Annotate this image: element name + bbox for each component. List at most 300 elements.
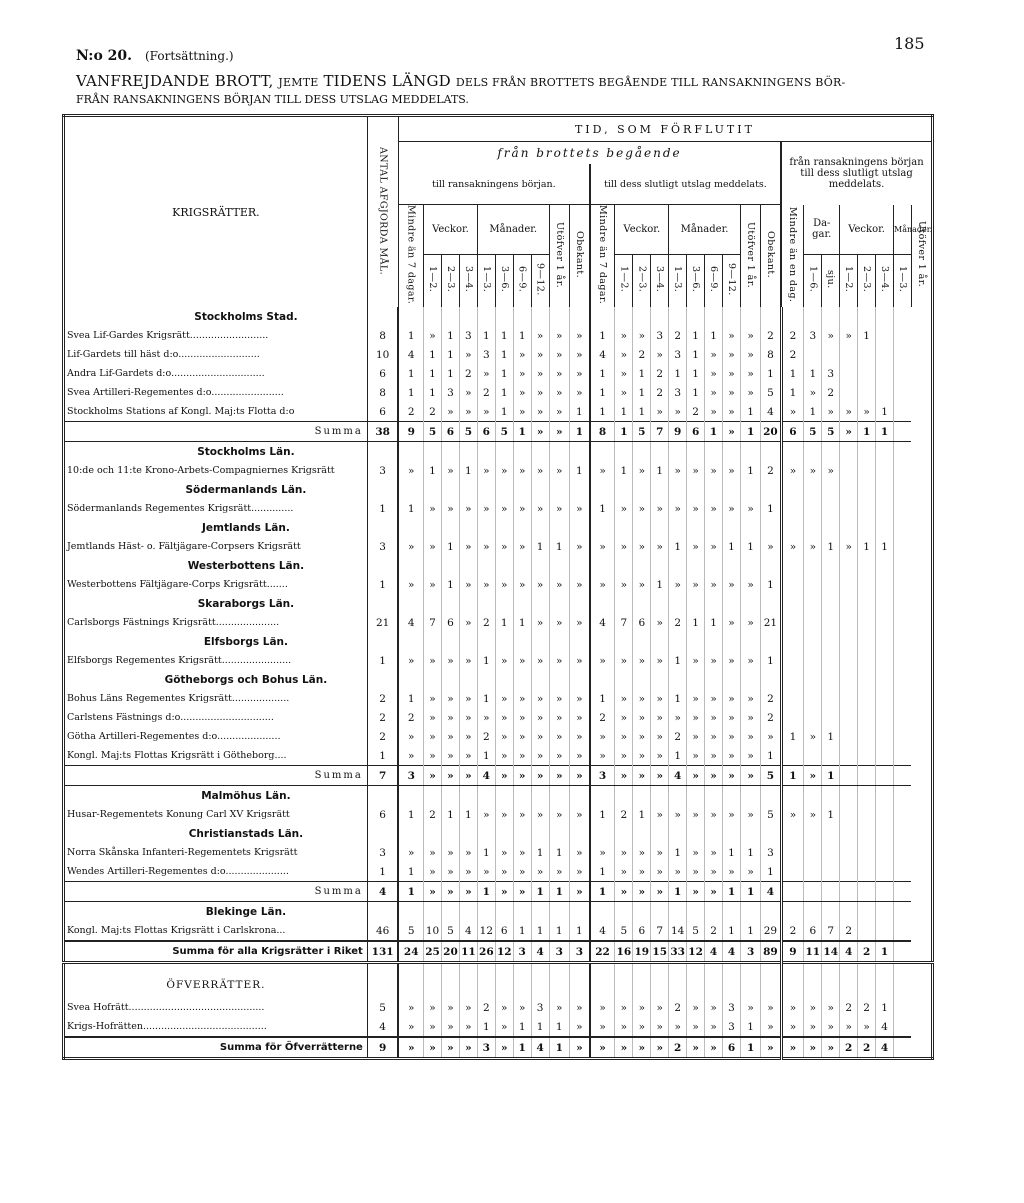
value-cell: »: [761, 727, 781, 746]
section-cell: [64, 594, 368, 613]
empty-cell: [876, 480, 894, 499]
value-cell: »: [822, 461, 840, 480]
empty-cell: [723, 786, 741, 806]
empty-cell: [705, 670, 723, 689]
value-cell: »: [495, 1037, 513, 1059]
value-cell: 1: [513, 1037, 531, 1059]
ofver-a-label: Utöfver 1 år.: [553, 221, 565, 288]
empty-cell: [367, 518, 398, 537]
value-cell: »: [398, 1017, 423, 1037]
empty-cell: [615, 786, 633, 806]
value-cell: 1: [740, 1037, 760, 1059]
value-cell: [894, 862, 912, 882]
value-cell: [894, 1037, 912, 1059]
value-cell: 3: [367, 843, 398, 862]
empty-cell: [669, 518, 687, 537]
value-cell: 1: [477, 326, 495, 345]
section-cell: [64, 518, 368, 537]
summary-label: Summa: [314, 426, 363, 438]
empty-cell: [477, 594, 495, 613]
value-cell: 1: [705, 326, 723, 345]
value-cell: 1: [424, 345, 442, 364]
value-cell: »: [513, 402, 531, 422]
value-cell: »: [705, 537, 723, 556]
value-cell: [858, 862, 876, 882]
empty-cell: [477, 632, 495, 651]
empty-cell: [687, 307, 705, 326]
empty-cell: [669, 902, 687, 922]
empty-cell: [615, 518, 633, 537]
value-cell: »: [822, 1017, 840, 1037]
empty-cell: [569, 307, 589, 326]
value-cell: »: [723, 651, 741, 670]
value-cell: [858, 364, 876, 383]
empty-cell: [804, 556, 822, 575]
table-row: [64, 689, 933, 708]
value-cell: 1: [477, 843, 495, 862]
empty-cell: [633, 594, 651, 613]
empty-cell: [367, 594, 398, 613]
empty-cell: [398, 518, 423, 537]
empty-cell: [840, 556, 858, 575]
value-cell: 1: [687, 326, 705, 345]
value-cell: 1: [569, 402, 589, 422]
value-cell: »: [513, 727, 531, 746]
empty-cell: [651, 963, 669, 999]
empty-cell: [651, 556, 669, 575]
value-cell: 1: [549, 1017, 569, 1037]
value-cell: 5: [424, 422, 442, 442]
value-cell: [894, 708, 912, 727]
empty-cell: [459, 480, 477, 499]
empty-cell: [705, 594, 723, 613]
empty-cell: [723, 556, 741, 575]
empty-cell: [424, 632, 442, 651]
row-label: Kongl. Maj:ts Flottas Krigsrätt i Götheborg....: [67, 750, 287, 762]
section-cell: [64, 786, 368, 806]
column-header-fran-brottets: från brottets begående: [398, 142, 781, 165]
range-label: 2—3.: [444, 266, 456, 293]
empty-cell: [876, 902, 894, 922]
empty-cell: [651, 786, 669, 806]
value-cell: »: [705, 364, 723, 383]
value-cell: 2: [822, 383, 840, 402]
row-label-cell: [64, 727, 368, 746]
empty-cell: [781, 594, 804, 613]
value-cell: [894, 882, 912, 902]
table-row: [64, 651, 933, 670]
value-cell: 5: [633, 422, 651, 442]
value-cell: 1: [441, 364, 459, 383]
section-row: [64, 632, 933, 651]
value-cell: »: [549, 862, 569, 882]
table-header: [64, 116, 933, 308]
value-cell: »: [398, 575, 423, 594]
value-cell: [804, 499, 822, 518]
value-cell: 1: [531, 1017, 549, 1037]
value-cell: 19: [633, 941, 651, 963]
empty-cell: [495, 556, 513, 575]
value-cell: »: [633, 537, 651, 556]
empty-cell: [398, 480, 423, 499]
row-label-cell: [64, 326, 368, 345]
empty-cell: [894, 963, 912, 999]
value-cell: »: [723, 746, 741, 766]
value-cell: »: [569, 727, 589, 746]
value-cell: »: [459, 882, 477, 902]
table-row: [64, 727, 933, 746]
empty-cell: [495, 594, 513, 613]
value-cell: »: [705, 843, 723, 862]
empty-cell: [651, 902, 669, 922]
value-cell: [858, 345, 876, 364]
value-cell: »: [441, 708, 459, 727]
empty-cell: [477, 963, 495, 999]
value-cell: 1: [804, 402, 822, 422]
value-cell: »: [477, 499, 495, 518]
value-cell: 1: [549, 921, 569, 941]
value-cell: »: [531, 345, 549, 364]
value-cell: 1: [740, 537, 760, 556]
section-title: Södermanlands Län.: [185, 483, 307, 496]
value-cell: 5: [761, 805, 781, 824]
value-cell: »: [822, 1037, 840, 1059]
empty-cell: [740, 902, 760, 922]
value-cell: »: [615, 708, 633, 727]
value-cell: »: [398, 1037, 423, 1059]
value-cell: 2: [705, 921, 723, 941]
summary-label: Summa för Öfverrätterne: [219, 1042, 363, 1054]
row-label-cell: [64, 882, 368, 902]
value-cell: »: [781, 461, 804, 480]
section-row: [64, 902, 933, 922]
value-cell: »: [669, 461, 687, 480]
value-cell: »: [615, 862, 633, 882]
empty-cell: [459, 902, 477, 922]
total-row: [64, 1037, 933, 1059]
mindre-dag-label: Mindre än en dag.: [787, 206, 799, 303]
empty-cell: [590, 670, 615, 689]
value-cell: »: [615, 326, 633, 345]
value-cell: 6: [367, 364, 398, 383]
value-cell: 4: [398, 613, 423, 632]
empty-cell: [424, 594, 442, 613]
empty-cell: [840, 632, 858, 651]
value-cell: 26: [477, 941, 495, 963]
value-cell: 1: [590, 499, 615, 518]
empty-cell: [761, 556, 781, 575]
value-cell: 1: [705, 613, 723, 632]
empty-cell: [651, 670, 669, 689]
value-cell: »: [549, 461, 569, 480]
empty-cell: [424, 786, 442, 806]
value-cell: »: [513, 689, 531, 708]
value-cell: »: [723, 326, 741, 345]
value-cell: [894, 575, 912, 594]
empty-cell: [424, 480, 442, 499]
value-cell: »: [549, 499, 569, 518]
section-title: Götheborgs och Bohus Län.: [164, 673, 328, 686]
value-cell: »: [651, 805, 669, 824]
empty-cell: [705, 824, 723, 843]
empty-cell: [513, 307, 531, 326]
value-cell: 1: [367, 746, 398, 766]
value-cell: 6: [781, 422, 804, 442]
value-cell: »: [687, 805, 705, 824]
value-cell: »: [723, 708, 741, 727]
empty-cell: [549, 963, 569, 999]
table-row: [64, 613, 933, 632]
empty-cell: [549, 902, 569, 922]
value-cell: 9: [367, 1037, 398, 1059]
row-label: Westerbottens Fältjägare-Corps Krigsrätt.......: [67, 579, 288, 591]
value-cell: [858, 843, 876, 862]
value-cell: »: [705, 708, 723, 727]
value-cell: »: [549, 326, 569, 345]
value-cell: »: [531, 651, 549, 670]
value-cell: »: [459, 843, 477, 862]
value-cell: 1: [740, 461, 760, 480]
empty-cell: [687, 824, 705, 843]
empty-cell: [513, 786, 531, 806]
value-cell: 1: [367, 499, 398, 518]
value-cell: »: [569, 345, 589, 364]
continuation-note: (Fortsättning.): [145, 49, 234, 63]
empty-cell: [513, 670, 531, 689]
value-cell: 1: [398, 326, 423, 345]
value-cell: »: [513, 708, 531, 727]
empty-cell: [513, 963, 531, 999]
value-cell: [840, 766, 858, 786]
empty-cell: [761, 963, 781, 999]
value-cell: [840, 689, 858, 708]
table-row: [64, 1017, 933, 1037]
table-body: [64, 307, 933, 1059]
value-cell: »: [513, 364, 531, 383]
value-cell: »: [633, 708, 651, 727]
row-label-cell: [64, 708, 368, 727]
value-cell: [894, 746, 912, 766]
value-cell: »: [569, 651, 589, 670]
value-cell: 4: [761, 882, 781, 902]
value-cell: »: [513, 651, 531, 670]
value-cell: »: [495, 708, 513, 727]
value-cell: »: [651, 402, 669, 422]
value-cell: [822, 575, 840, 594]
value-cell: »: [549, 998, 569, 1017]
value-cell: »: [549, 805, 569, 824]
value-cell: 24: [398, 941, 423, 963]
value-cell: »: [549, 402, 569, 422]
value-cell: »: [424, 651, 442, 670]
value-cell: 6: [687, 422, 705, 442]
value-cell: 6: [804, 921, 822, 941]
value-cell: »: [531, 575, 549, 594]
empty-cell: [590, 594, 615, 613]
value-cell: 1: [424, 383, 442, 402]
row-label: Carlstens Fästnings d:o...............................: [67, 712, 274, 724]
value-cell: »: [740, 998, 760, 1017]
value-cell: »: [705, 402, 723, 422]
value-cell: »: [687, 575, 705, 594]
empty-cell: [495, 307, 513, 326]
value-cell: »: [569, 746, 589, 766]
value-cell: 1: [876, 941, 894, 963]
value-cell: »: [441, 1017, 459, 1037]
empty-cell: [705, 556, 723, 575]
empty-cell: [495, 480, 513, 499]
value-cell: »: [723, 499, 741, 518]
value-cell: [894, 727, 912, 746]
value-cell: 2: [633, 345, 651, 364]
empty-cell: [669, 307, 687, 326]
value-cell: [858, 766, 876, 786]
value-cell: 2: [858, 998, 876, 1017]
value-cell: »: [740, 708, 760, 727]
value-cell: »: [633, 998, 651, 1017]
empty-cell: [569, 632, 589, 651]
value-cell: 7: [367, 766, 398, 786]
ofver-c-label: Utöfver 1 år.: [915, 221, 927, 288]
row-label-cell: [64, 1037, 368, 1059]
value-cell: »: [424, 1017, 442, 1037]
section-title: Stockholms Stad.: [194, 310, 298, 323]
value-cell: [840, 708, 858, 727]
value-cell: »: [569, 364, 589, 383]
section-cell: [64, 442, 368, 462]
value-cell: »: [495, 575, 513, 594]
value-cell: »: [633, 843, 651, 862]
value-cell: »: [569, 843, 589, 862]
empty-cell: [840, 442, 858, 462]
column-header-krigsratter: KRIGSRÄTTER.: [172, 205, 260, 219]
ofverratter-heading-row: [64, 963, 933, 999]
value-cell: »: [804, 1017, 822, 1037]
value-cell: 1: [740, 402, 760, 422]
value-cell: »: [531, 862, 549, 882]
value-cell: »: [651, 689, 669, 708]
value-cell: 1: [531, 843, 549, 862]
value-cell: 1: [441, 575, 459, 594]
empty-cell: [687, 786, 705, 806]
empty-cell: [894, 632, 912, 651]
value-cell: 12: [495, 941, 513, 963]
value-cell: 6: [633, 613, 651, 632]
value-cell: 4: [367, 1017, 398, 1037]
empty-cell: [781, 824, 804, 843]
value-cell: »: [549, 727, 569, 746]
value-cell: »: [723, 689, 741, 708]
value-cell: »: [424, 689, 442, 708]
empty-cell: [894, 556, 912, 575]
empty-cell: [705, 518, 723, 537]
value-cell: »: [477, 402, 495, 422]
empty-cell: [590, 902, 615, 922]
value-cell: »: [669, 575, 687, 594]
value-cell: »: [723, 402, 741, 422]
value-cell: 2: [459, 364, 477, 383]
value-cell: [858, 499, 876, 518]
range-veckor-c-3: [876, 254, 894, 307]
empty-cell: [840, 670, 858, 689]
empty-cell: [569, 556, 589, 575]
value-cell: 1: [822, 727, 840, 746]
column-header-till-ransakningens: till ransakningens början.: [398, 164, 589, 205]
value-cell: 1: [761, 651, 781, 670]
value-cell: »: [651, 843, 669, 862]
empty-cell: [858, 963, 876, 999]
value-cell: »: [651, 1017, 669, 1037]
value-cell: 2: [669, 326, 687, 345]
value-cell: »: [549, 651, 569, 670]
empty-cell: [495, 824, 513, 843]
empty-cell: [687, 518, 705, 537]
value-cell: 3: [459, 326, 477, 345]
value-cell: 2: [590, 708, 615, 727]
empty-cell: [441, 824, 459, 843]
value-cell: [858, 575, 876, 594]
value-cell: »: [549, 746, 569, 766]
empty-cell: [424, 824, 442, 843]
empty-cell: [687, 670, 705, 689]
table-row: [64, 805, 933, 824]
empty-cell: [367, 963, 398, 999]
value-cell: 1: [569, 422, 589, 442]
value-cell: »: [761, 537, 781, 556]
value-cell: »: [804, 805, 822, 824]
empty-cell: [669, 824, 687, 843]
empty-cell: [590, 307, 615, 326]
ofverratter-heading-cell: [64, 963, 368, 999]
value-cell: »: [569, 383, 589, 402]
empty-cell: [367, 786, 398, 806]
obekant-a-label: Obekant.: [573, 231, 585, 279]
empty-cell: [531, 480, 549, 499]
empty-cell: [633, 786, 651, 806]
value-cell: »: [531, 746, 549, 766]
value-cell: [876, 689, 894, 708]
section-cell: [64, 632, 368, 651]
empty-cell: [367, 442, 398, 462]
value-cell: [840, 364, 858, 383]
row-label-cell: [64, 843, 368, 862]
summa-row: [64, 882, 933, 902]
empty-cell: [615, 480, 633, 499]
row-label-cell: [64, 402, 368, 422]
empty-cell: [495, 963, 513, 999]
value-cell: [781, 862, 804, 882]
empty-cell: [894, 594, 912, 613]
value-cell: »: [424, 575, 442, 594]
document-title: [76, 72, 845, 90]
value-cell: »: [633, 1037, 651, 1059]
value-cell: [804, 689, 822, 708]
range-label: 1—2.: [618, 266, 630, 293]
column-header-veckor-c: Veckor.: [840, 205, 894, 255]
empty-cell: [858, 480, 876, 499]
range-label: 6—9.: [516, 266, 528, 293]
value-cell: 1: [441, 537, 459, 556]
value-cell: »: [424, 843, 442, 862]
value-cell: [876, 326, 894, 345]
value-cell: [894, 766, 912, 786]
empty-cell: [531, 307, 549, 326]
value-cell: 1: [590, 805, 615, 824]
range-manader-c-1: [894, 254, 912, 307]
empty-cell: [858, 556, 876, 575]
empty-cell: [549, 518, 569, 537]
value-cell: [876, 575, 894, 594]
